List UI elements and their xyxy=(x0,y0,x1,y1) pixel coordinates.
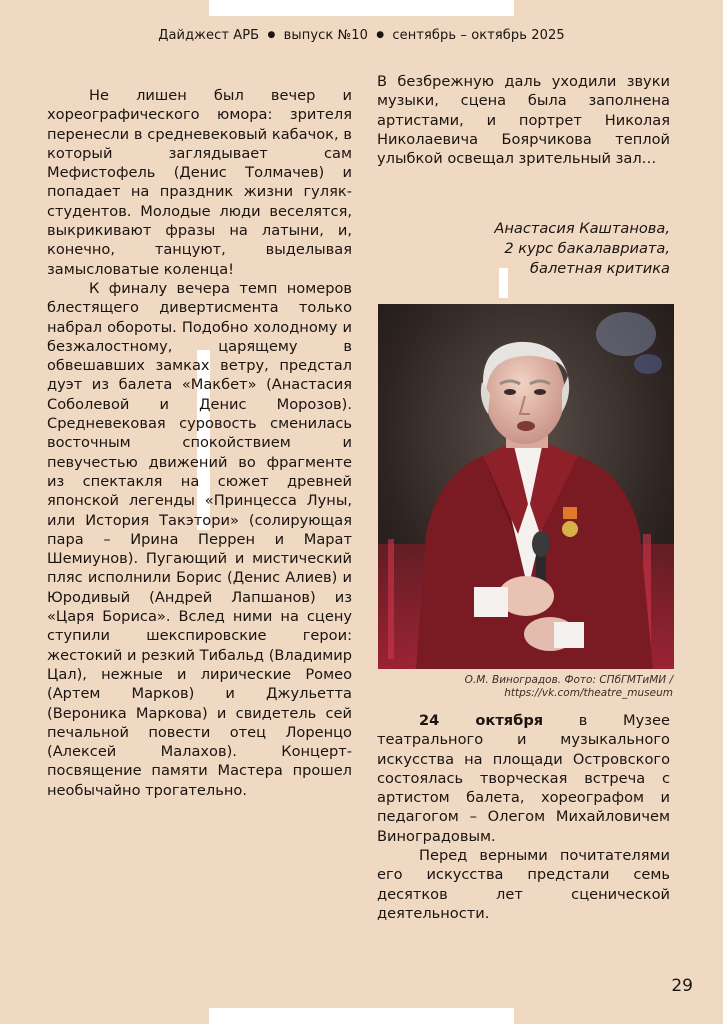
left-column xyxy=(47,86,352,800)
top-decorative-tab xyxy=(209,0,514,16)
header-issue: выпуск №10 xyxy=(283,28,368,43)
page-header xyxy=(0,28,723,43)
caption-line-2: https://vk.com/theatre_museum xyxy=(504,687,673,699)
right-paragraph-2 xyxy=(377,711,670,846)
bullet-icon: ● xyxy=(267,30,276,40)
portrait-illustration xyxy=(378,304,674,669)
event-description: в Музее театрального и музыкального искусства на площади Островского состоялась творческая встреча с артистом балета, хореографом и педагогом – Олегом Михайловичем Виноградовым. xyxy=(377,712,670,845)
author-signature xyxy=(370,219,670,279)
right-paragraph-1: В безбрежную даль уходили звуки музыки, сцена была заполнена артистами, и портрет Николая Николаевича Боярчикова теплой улыбкой освещал зрительный зал… xyxy=(377,73,670,168)
photo-caption xyxy=(383,674,673,700)
signature-course: 2 курс бакалавриата, xyxy=(504,240,670,257)
page-number: 29 xyxy=(671,976,693,996)
right-column-top xyxy=(377,72,670,168)
right-paragraph-3: Перед верными почитателями его искусства предстали семь десятков лет сценической деятельности. xyxy=(377,847,670,922)
event-date: 24 октября xyxy=(419,712,544,729)
header-publication: Дайджест АРБ xyxy=(158,28,260,43)
caption-line-1: О.М. Виноградов. Фото: СПбГМТиМИ / xyxy=(464,674,673,686)
portrait-photo xyxy=(378,304,674,669)
signature-name: Анастасия Каштанова, xyxy=(494,220,670,237)
left-paragraph-2: К финалу вечера темп номеров блестящего дивертисмента только набрал обороты. Подобно холодному и безжалостному, царящему в обвешавших замках ветру, предстал дуэт из балета «Макбет» (Анастасия Соболевой и Денис Морозов). Средневековая суровость сменилась восточным спокойствием и певучестью движений во фрагменте из спектакля на сюжет древней японской легенды «Принцесса Луны, или История Такэтори» (солирующая пара – Ирина Перрен и Марат Шемиунов). Пугающий и мистический пляс исполнили Борис (Денис Алиев) и Юродивый (Андрей Лапшанов) из «Царя Бориса». Вслед ними на сцену ступили шекспировские герои: жестокий и резкий Тибальд (Владимир Цал), нежные и лирические Ромео (Артем Марков) и Джульетта (Вероника Маркова) и свидетель сей печальной повести отец Лоренцо (Алексей Малахов). Концерт-посвящение памяти Мастера прошел необычайно трогательно. xyxy=(47,279,352,799)
bullet-icon: ● xyxy=(376,30,385,40)
left-paragraph-1: Не лишен был вечер и хореографического юмора: зрителя перенесли в средневековый кабачок, в который заглядывает сам Мефистофель (Денис Толмачев) и попадает на праздник жизни гуляк-студентов. Молодые люди веселятся, выкрикивают фразы на латыни, и, конечно, танцуют, выделывая замысловатые коленца! xyxy=(47,87,352,278)
bottom-decorative-tab xyxy=(209,1008,514,1024)
right-column-bottom xyxy=(377,711,670,923)
header-date: сентябрь – октябрь 2025 xyxy=(392,28,565,43)
signature-role: балетная критика xyxy=(530,260,670,277)
